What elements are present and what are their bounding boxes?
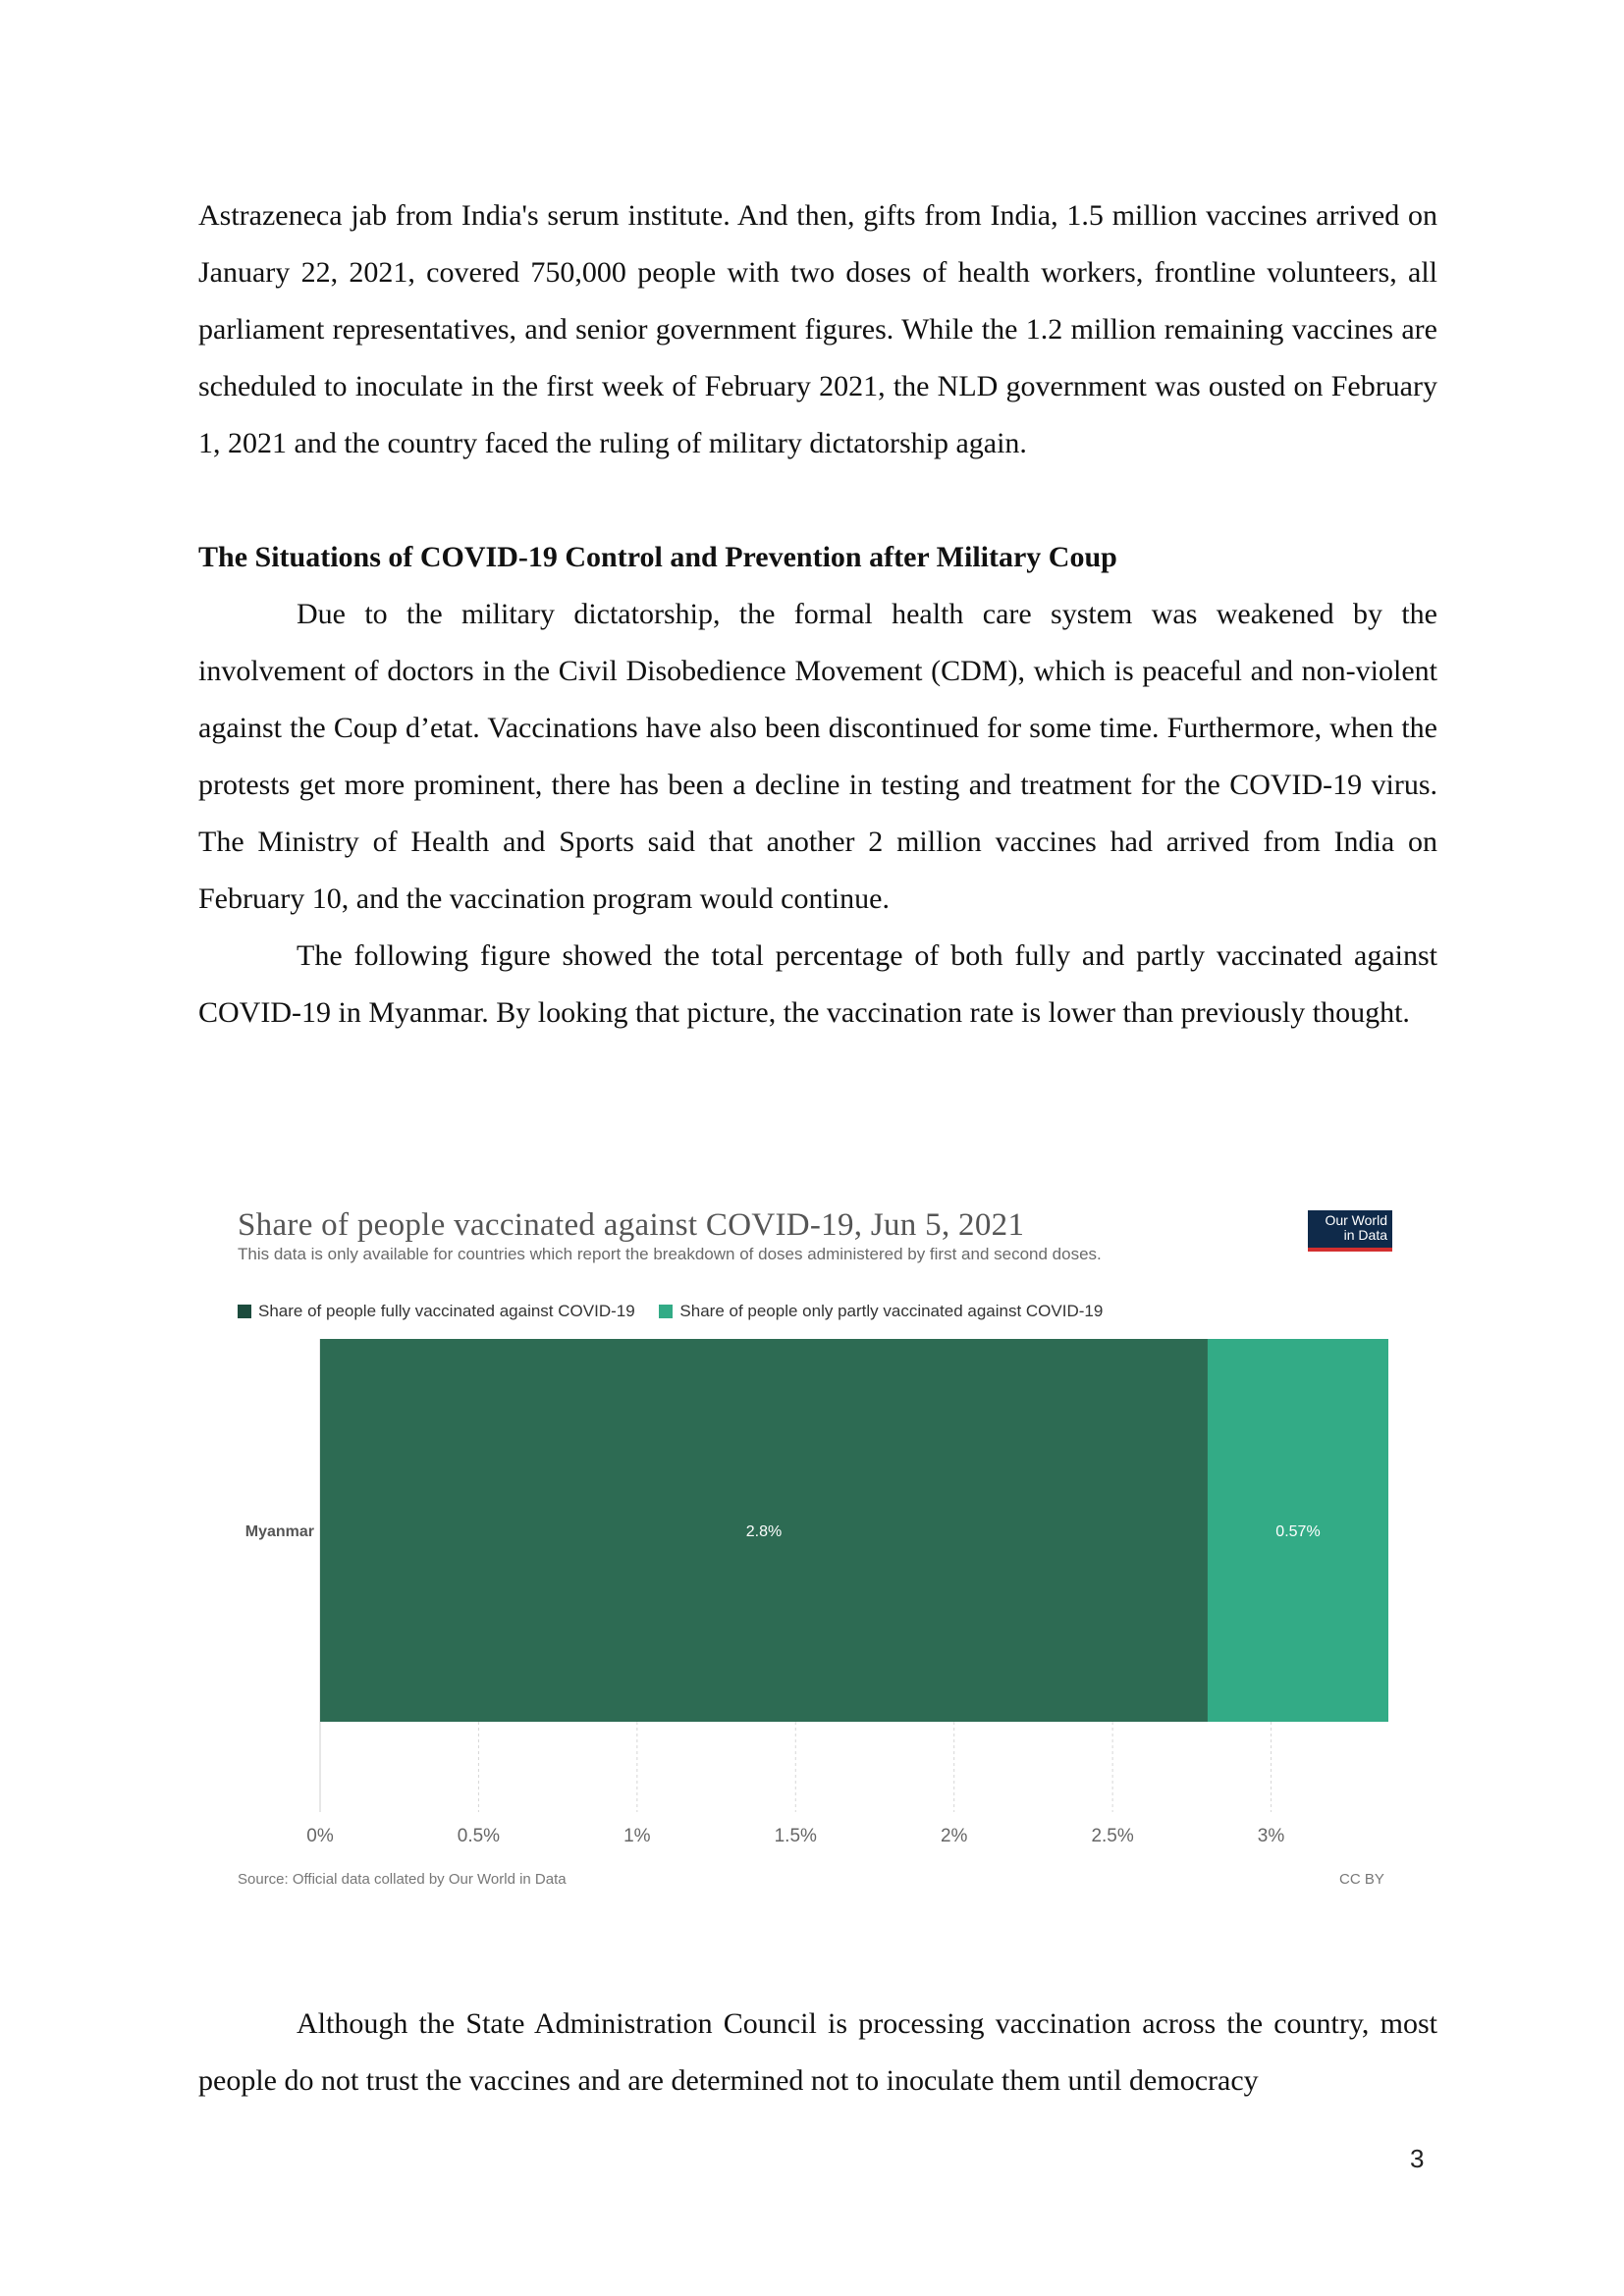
paragraph: Due to the military dictatorship, the formal health care system was weakened by the involvement of doctors in the Civil Disobedience Movement (CDM), which is peaceful and non-violent against the Coup d’etat. Vaccinations have also been discontinued for some time. Furthermore, when the protests get more prominent, there has been a decline in testing and treatment for the COVID-19 virus. The Ministry of Health and Sports said that another 2 million vaccines had arrived from India on February 10, and the vaccination program would continue.: [198, 598, 1437, 915]
x-tick-label: 0%: [306, 1826, 334, 1846]
bar-value-label: 0.57%: [1275, 1523, 1321, 1540]
legend-label-fully: Share of people fully vaccinated against COVID-19: [258, 1302, 635, 1320]
legend-label-partly: Share of people only partly vaccinated against COVID-19: [679, 1302, 1104, 1320]
x-tick-label: 1%: [623, 1826, 651, 1846]
section-heading: The Situations of COVID-19 Control and Prevention after Military Coup: [198, 541, 1117, 573]
bar-value-label: 2.8%: [745, 1523, 783, 1540]
paragraph: Astrazeneca jab from India's serum institute. And then, gifts from India, 1.5 million vaccines arrived on January 22, 2021, covered 750,000 people with two doses of health workers, frontline volunteers, all parliament representatives, and senior government figures. While the 1.2 million remaining vaccines are scheduled to inoculate in the first week of February 2021, the NLD government was ousted on February 1, 2021 and the country faced the ruling of military dictatorship again.: [198, 199, 1437, 459]
vaccination-chart-figure: [210, 1203, 1404, 1891]
x-tick-label: 0.5%: [457, 1826, 501, 1846]
chart-license: CC BY: [1339, 1871, 1384, 1888]
chart-subtitle: This data is only available for countries which report the breakdown of doses administered by first and second doses.: [238, 1245, 1102, 1263]
chart-source: Source: Official data collated by Our World in Data: [238, 1871, 567, 1888]
paragraph: Although the State Administration Council is processing vaccination across the country, most people do not trust the vaccines and are determined not to inoculate them until democracy: [198, 2007, 1437, 2097]
x-tick-label: 3%: [1257, 1826, 1285, 1846]
chart-plot-area: [210, 1203, 1404, 1891]
body-text-top: [198, 187, 1437, 1041]
x-tick-label: 2%: [940, 1826, 968, 1846]
logo-line-2: in Data: [1343, 1227, 1387, 1243]
logo-line-1: Our World: [1325, 1212, 1387, 1228]
body-text-bottom: [198, 1996, 1437, 2109]
paragraph: The following figure showed the total percentage of both fully and partly vaccinated against COVID-19 in Myanmar. By looking that picture, the vaccination rate is lower than previously thought.: [198, 939, 1437, 1029]
chart-title: Share of people vaccinated against COVID-19, Jun 5, 2021: [238, 1207, 1025, 1243]
x-tick-label: 1.5%: [774, 1826, 817, 1846]
x-tick-label: 2.5%: [1091, 1826, 1134, 1846]
page-number: 3: [1410, 2144, 1425, 2173]
category-label: Myanmar: [244, 1523, 314, 1540]
